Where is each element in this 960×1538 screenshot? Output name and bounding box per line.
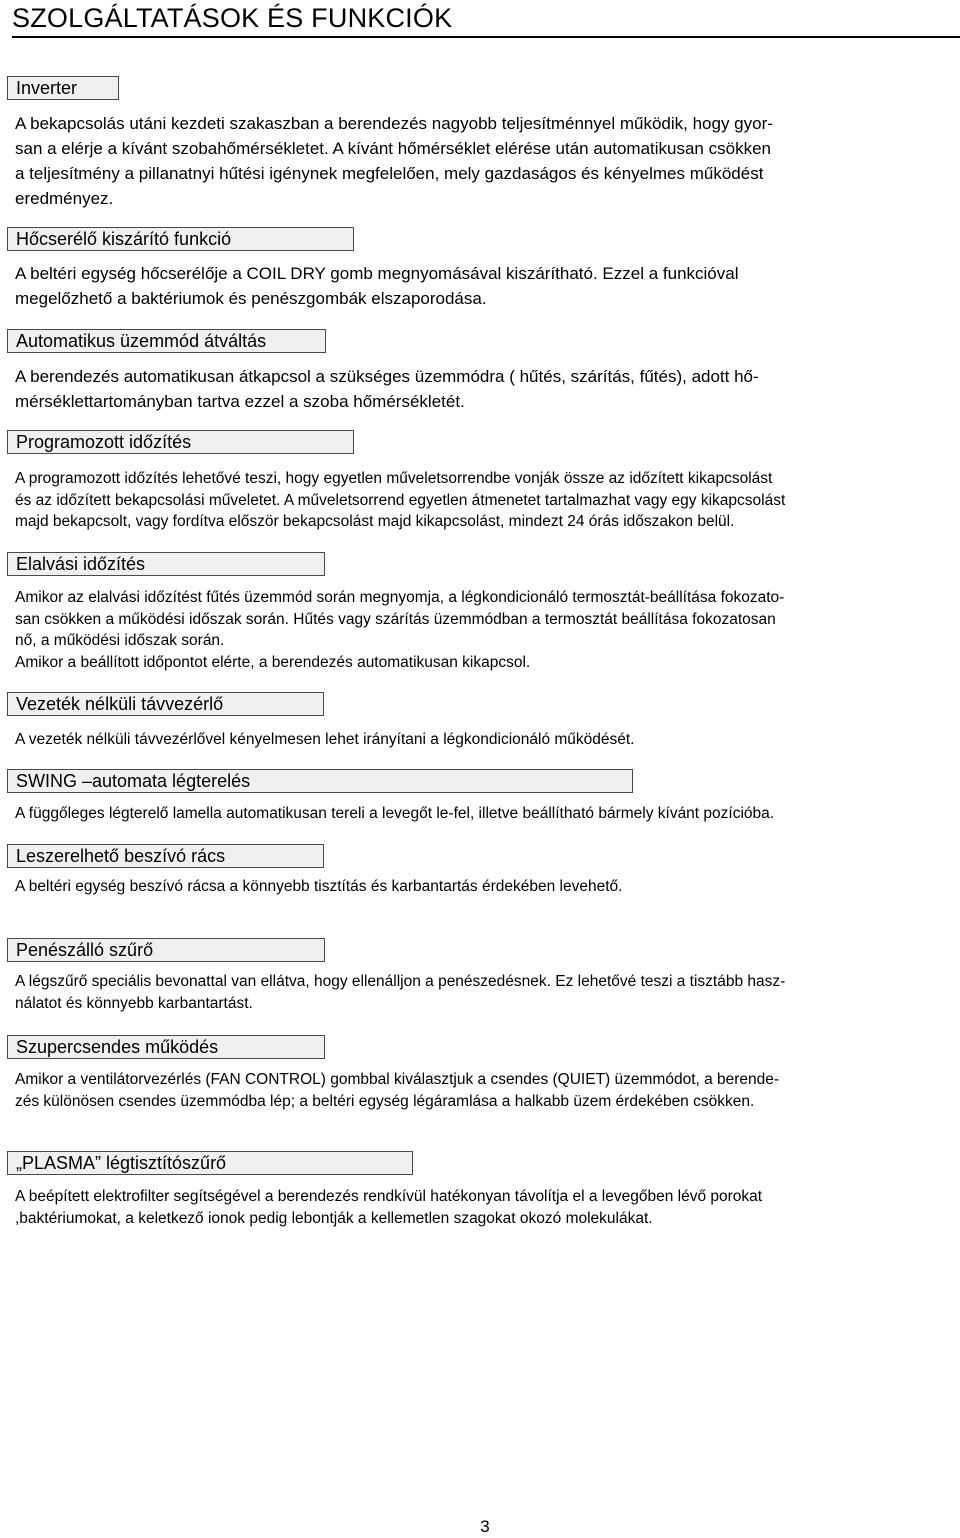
- section-heading-mold-filter: Penészálló szűrő: [7, 938, 325, 962]
- section-heading-coil-dry: Hőcserélő kiszárító funkció: [7, 227, 354, 251]
- section-body-sleep-timer: Amikor az elalvási időzítést fűtés üzemmód során megnyomja, a légkondicionáló termosztát-beállítása fokozato- san csökken a működési időszak során. Hűtés vagy szárítás üzemmódban a termosztát beállítása fokozatosan nő, a működési időszak során. Amikor a beállított időpontot elérte, a berendezés automatikusan kikapcsol.: [15, 589, 785, 671]
- section-body-coil-dry: A beltéri egység hőcserélője a COIL DRY gomb megnyomásával kiszárítható. Ezzel a funkcióval megelőzhető a baktériumok és penészgombák elszaporodása.: [15, 264, 739, 308]
- section-heading-remote-control: Vezeték nélküli távvezérlő: [7, 692, 324, 716]
- section-heading-removable-grille: Leszerelhető beszívó rács: [7, 844, 324, 868]
- section-heading-swing: SWING –automata légterelés: [7, 769, 633, 793]
- section-body-auto-mode: A berendezés automatikusan átkapcsol a szükséges üzemmódra ( hűtés, szárítás, fűtés), adott hő- mérséklettartományban tartva ezzel a szoba hőmérsékletét.: [15, 367, 759, 411]
- section-heading-sleep-timer: Elalvási időzítés: [7, 552, 325, 576]
- section-body-programmed-timer: A programozott időzítés lehetővé teszi, hogy egyetlen műveletsorrendbe vonják össze az időzített kikapcsolást és az időzített bekapcsolási műveletet. A műveletsorrend egyetlen átmenetet tartalmazhat vagy egy kikapcsolást majd bekapcsolt, vagy fordítva először bekapcsolást majd kikapcsolást, mindezt 24 órás időszakon belül.: [15, 470, 786, 530]
- section-body-removable-grille: A beltéri egység beszívó rácsa a könnyebb tisztítás és karbantartás érdekében levehető.: [15, 878, 623, 895]
- section-body-mold-filter: A légszűrő speciális bevonattal van ellátva, hogy ellenálljon a penészedésnek. Ez lehetővé teszi a tisztább hasz- nálatot és könnyebb karbantartást.: [15, 973, 786, 1012]
- section-heading-plasma-filter: „PLASMA” légtisztítószűrő: [7, 1151, 413, 1175]
- section-heading-auto-mode: Automatikus üzemmód átváltás: [7, 329, 326, 353]
- section-heading-super-quiet: Szupercsendes működés: [7, 1035, 325, 1059]
- section-body-swing: A függőleges légterelő lamella automatikusan tereli a levegőt le-fel, illetve beállítható bármely kívánt pozícióba.: [15, 805, 775, 822]
- section-body-remote-control: A vezeték nélküli távvezérlővel kényelmesen lehet irányítani a légkondicionáló működését.: [15, 731, 635, 748]
- page-title: SZOLGÁLTATÁSOK ÉS FUNKCIÓK: [12, 0, 960, 38]
- section-heading-inverter: Inverter: [7, 76, 119, 100]
- section-heading-programmed-timer: Programozott időzítés: [7, 430, 354, 454]
- section-body-super-quiet: Amikor a ventilátorvezérlés (FAN CONTROL) gombbal kiválasztjuk a csendes (QUIET) üzemmódot, a berende- zés különösen csendes üzemmódba lép; a beltéri egység légáramlása a halkabb üzem érdekében csökken.: [15, 1071, 780, 1110]
- section-body-plasma-filter: A beépített elektrofilter segítségével a berendezés rendkívül hatékonyan távolítja el a levegőben lévő porokat ,baktériumokat, a keletkező ionok pedig lebontják a kellemetlen szagokat okozó molekulákat.: [15, 1188, 763, 1227]
- section-body-inverter: A bekapcsolás utáni kezdeti szakaszban a berendezés nagyobb teljesítménnyel működik, hogy gyor- san a elérje a kívánt szobahőmérsékletet. A kívánt hőmérséklet elérése után automatikusan csökken a teljesítmény a pillanatnyi hűtési igénynek megfelelően, mely gazdaságos és kényelmes működést eredményez.: [15, 114, 773, 208]
- page-number: 3: [480, 1517, 490, 1536]
